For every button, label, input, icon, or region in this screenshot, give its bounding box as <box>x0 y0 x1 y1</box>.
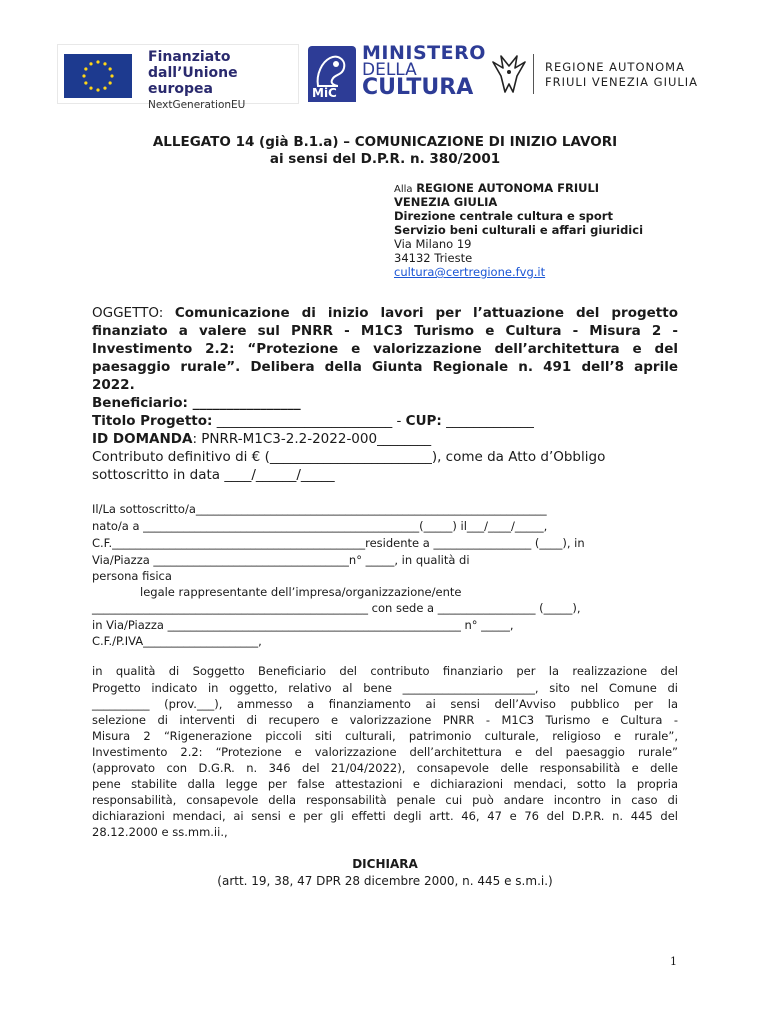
mic-logo-line2: DELLA <box>362 60 417 81</box>
oggetto-line4: paesaggio rurale”. Delibera della Giunta Regionale n. 491 dell’8 aprile <box>92 359 678 375</box>
via-piazza-sede-line: in Via/Piazza ___________________________________________________ n° _____, <box>92 618 514 632</box>
id-domanda-value: : PNRR-M1C3-2.2-2022-000________ <box>192 431 432 447</box>
dichiara-heading: DICHIARA <box>352 857 418 871</box>
eu-star <box>103 62 106 65</box>
dichiara-reference: (artt. 19, 38, 47 DPR 28 dicembre 2000, n. 445 e s.m.i.) <box>217 874 553 888</box>
body-line1: in qualità di Soggetto Beneficiario del contributo finanziario per la realizzazione del <box>92 664 678 678</box>
body-line10: dichiarazioni mendaci, ai sensi e per gli effetti degli artt. 46, 47 e 76 del D.P.R. n. 445 del <box>92 809 678 823</box>
titolo-label: Titolo Progetto: <box>92 413 213 429</box>
eu-star <box>84 67 87 70</box>
eu-logo-line2: dall’Unione europea <box>148 65 238 98</box>
body-line5: Misura 2 “Rigenerazione piccoli siti culturali, patrimonio culturale, religioso e rurale”, <box>92 729 678 743</box>
oggetto-line5: 2022. <box>92 377 135 393</box>
recipient-name: REGIONE AUTONOMA FRIULI <box>416 181 600 195</box>
oggetto-line2: finanziato a valere sul PNRR - M1C3 Turismo e Cultura - Misura 2 - <box>92 323 678 339</box>
regione-fvg-logo <box>489 52 729 96</box>
persona-fisica-line: persona fisica <box>92 569 172 583</box>
recipient-city: 34132 Trieste <box>394 251 473 265</box>
eu-logo-line3: NextGenerationEU <box>148 99 246 112</box>
fvg-logo-line2: FRIULI VENEZIA GIULIA <box>545 74 699 89</box>
eu-logo-line1: Finanziato <box>148 49 231 65</box>
eu-star <box>109 81 112 84</box>
eu-star <box>103 87 106 90</box>
contributo-line2: sottoscritto in data ____/______/_____ <box>92 467 335 483</box>
eu-star <box>96 60 99 63</box>
via-piazza-line: Via/Piazza __________________________________n° _____, in qualità di <box>92 553 470 567</box>
cf-residente-line: C.F.____________________________________________residente a _________________ (____), in <box>92 536 585 550</box>
body-line11: 28.12.2000 e ss.mm.ii., <box>92 825 228 839</box>
id-domanda-field <box>92 431 678 447</box>
body-line2: Progetto indicato in oggetto, relativo al bene _______________________, sito nel Comune di <box>92 681 678 695</box>
sede-line: ________________________________________________ con sede a _________________ (_____), <box>92 601 581 615</box>
mic-emblem-icon <box>308 46 356 102</box>
body-line9: responsabilità, consapevole della responsabilità penale cui può andare incontro in caso di <box>92 793 678 807</box>
mic-logo-line3: CULTURA <box>362 75 474 101</box>
recipient-direzione: Direzione centrale cultura e sport <box>394 209 613 223</box>
recipient-name-cont: VENEZIA GIULIA <box>394 195 498 209</box>
oggetto-label: OGGETTO: <box>92 305 164 321</box>
titolo-cup-field <box>92 413 678 429</box>
eu-star <box>96 88 99 91</box>
body-line6: Investimento 2.2: “Protezione e valorizzazione dell’architettura e del paesaggio rurale” <box>92 745 678 759</box>
oggetto-text1: Comunicazione di inizio lavori per l’attuazione del progetto <box>174 305 678 321</box>
oggetto-line3: Investimento 2.2: “Protezione e valorizzazione dell’architettura e del <box>92 341 678 357</box>
cup-blank: _____________ <box>441 413 534 429</box>
contributo-line1: Contributo definitivo di € (________________________), come da Atto d’Obbligo <box>92 449 606 465</box>
body-line7: (approvato con D.G.R. n. 346 del 21/04/2022), consapevole delle responsabilità e delle <box>92 761 678 775</box>
eu-star <box>84 81 87 84</box>
eu-star <box>109 67 112 70</box>
eagle-icon <box>489 52 529 96</box>
eu-star <box>89 62 92 65</box>
sottoscritto-line: Il/La sottoscritto/a_____________________________________________________________ <box>92 502 547 516</box>
cup-label: CUP: <box>405 413 442 429</box>
body-line8: pene stabilite dalla legge per false attestazioni e dichiarazioni mendaci, sotto la propria <box>92 777 678 791</box>
cf-piva-line: C.F./P.IVA____________________, <box>92 634 262 648</box>
ministero-cultura-logo <box>308 42 486 104</box>
document-title: ALLEGATO 14 (già B.1.a) – COMUNICAZIONE DI INIZIO LAVORI <box>152 134 618 150</box>
eu-star <box>82 74 85 77</box>
nato-line: nato/a a ________________________________________________(_____) il___/____/_____, <box>92 519 548 533</box>
eu-flag-icon <box>64 54 132 98</box>
body-line3: __________ (prov.___), ammesso a finanziamento ai sensi dell’Avviso pubblico per la <box>92 697 678 711</box>
document-subtitle: ai sensi del D.P.R. n. 380/2001 <box>269 151 501 167</box>
recipient-servizio: Servizio beni culturali e affari giuridici <box>394 223 644 237</box>
eu-star <box>110 74 113 77</box>
eu-star <box>89 87 92 90</box>
logo-divider <box>533 54 534 94</box>
recipient-street: Via Milano 19 <box>394 237 472 251</box>
legale-rappresentante-line: legale rappresentante dell’impresa/organizzazione/ente <box>140 585 462 599</box>
titolo-blank: __________________________ - <box>212 413 406 429</box>
fvg-logo-line1: REGIONE AUTONOMA <box>545 60 685 74</box>
beneficiario-field: Beneficiario: ________________ <box>92 395 301 411</box>
recipient-prefix: Alla <box>394 184 413 195</box>
mic-logo-line1: MINISTERO <box>362 42 486 64</box>
id-domanda-label: ID DOMANDA <box>92 431 193 447</box>
eu-funding-logo <box>57 44 299 112</box>
recipient-email-link[interactable]: cultura@certregione.fvg.it <box>394 265 546 279</box>
page-number: 1 <box>670 955 677 968</box>
mic-emblem-label: MiC <box>312 86 337 100</box>
oggetto-line1 <box>92 305 678 321</box>
body-line4: selezione di interventi di recupero e valorizzazione PNRR - M1C3 Turismo e Cultura - <box>92 713 678 727</box>
